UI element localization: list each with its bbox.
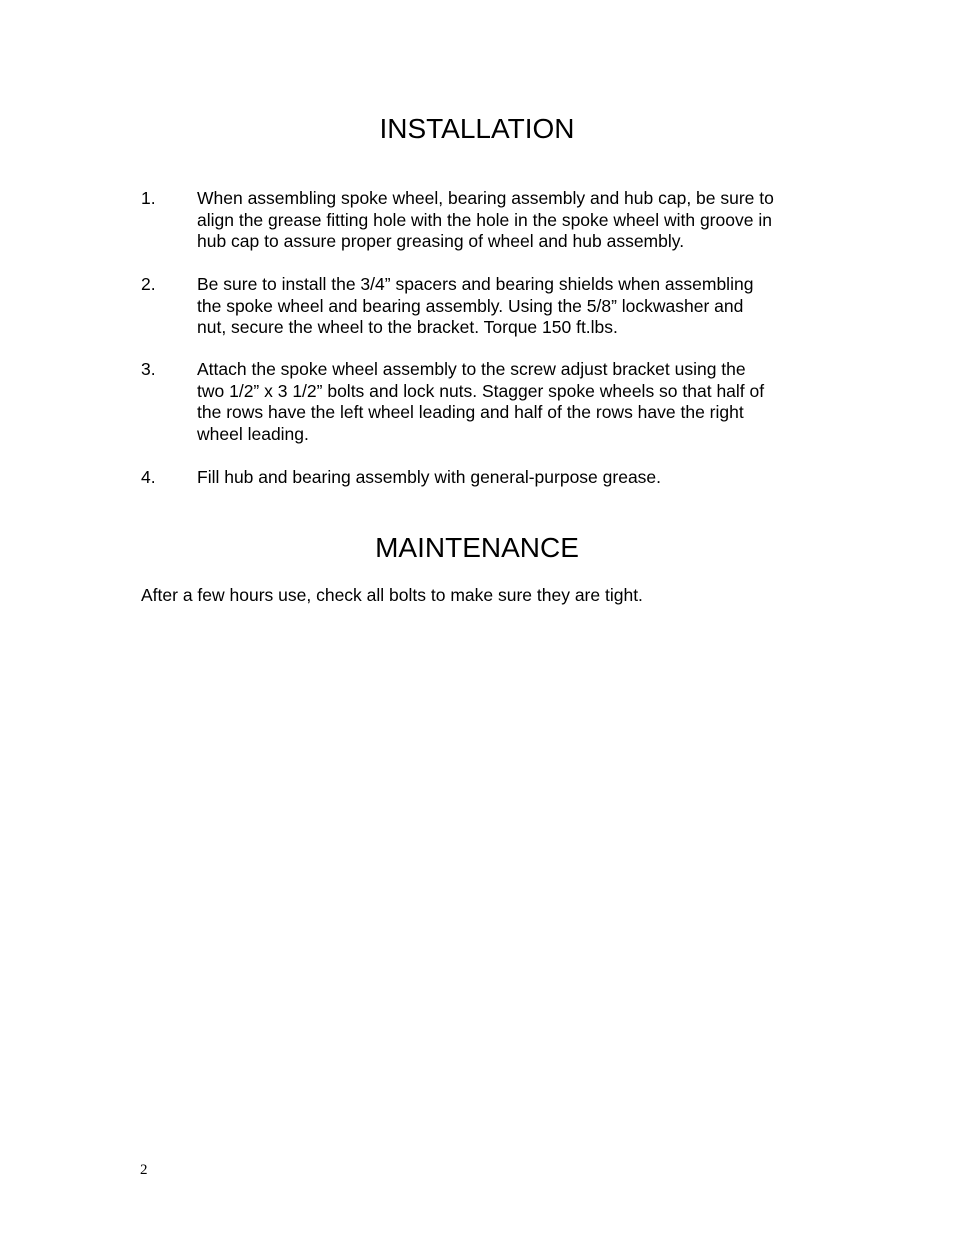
step-text-line: hub cap to assure proper greasing of wheel and hub assembly. — [197, 231, 685, 251]
step-number: 2. — [141, 274, 156, 294]
step-text-line: Be sure to install the 3/4” spacers and bearing shields when assembling — [197, 274, 754, 294]
page-number: 2 — [140, 1162, 148, 1178]
step-text — [197, 467, 827, 489]
maintenance-heading: MAINTENANCE — [375, 532, 579, 563]
step-number: 3. — [141, 359, 156, 379]
step-text — [197, 274, 827, 339]
step-text-line: When assembling spoke wheel, bearing assembly and hub cap, be sure to — [197, 188, 774, 208]
installation-heading: INSTALLATION — [379, 113, 575, 144]
step-text — [197, 188, 827, 253]
step-text-line: two 1/2” x 3 1/2” bolts and lock nuts. Stagger spoke wheels so that half of — [197, 380, 765, 401]
maintenance-text: After a few hours use, check all bolts to make sure they are tight. — [141, 585, 643, 605]
step-number: 1. — [141, 188, 156, 208]
step-number: 4. — [141, 467, 156, 487]
step-text-line: nut, secure the wheel to the bracket. Torque 150 ft.lbs. — [197, 317, 618, 337]
step-text-line: Fill hub and bearing assembly with general-purpose grease. — [197, 467, 662, 487]
step-text-line: align the grease fitting hole with the hole in the spoke wheel with groove in — [197, 209, 772, 230]
step-text-line: Attach the spoke wheel assembly to the screw adjust bracket using the — [197, 359, 746, 379]
step-text — [197, 359, 827, 445]
step-text-line: the rows have the left wheel leading and half of the rows have the right — [197, 402, 744, 422]
step-text-line: wheel leading. — [197, 423, 309, 444]
step-text-line: the spoke wheel and bearing assembly. Using the 5/8” lockwasher and — [197, 295, 744, 316]
